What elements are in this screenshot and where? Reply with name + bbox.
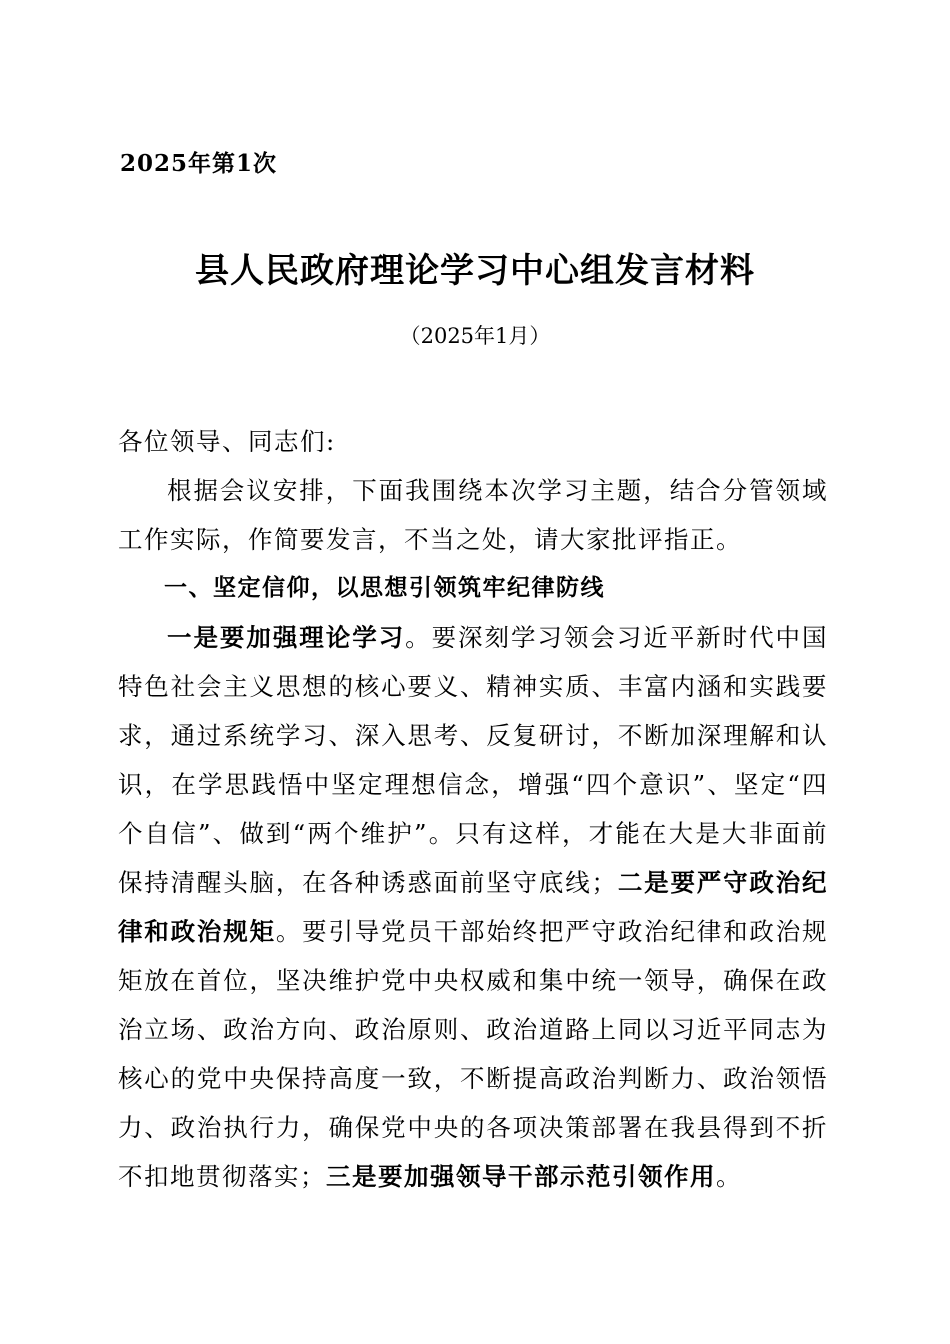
document-date: （2025年1月）	[399, 324, 551, 348]
point-text-1: 。要深刻学习领会习近平新时代中国特色社会主义思想的核心要义、精神实质、丰富内涵和实践要求，通过系统学习、深入思考、反复研讨，不断加深理解和认识，在学思践悟中坚定理想信念，增强“四个意识”、坚定“四个自信”、做到“两个维护”。只有这样，才能在大是大非面前保持清醒头脑，在各种诱惑面前坚守底线；	[118, 623, 828, 897]
section-paragraph	[118, 613, 828, 1201]
document-meta-line: 2025年第1次	[120, 150, 278, 177]
point-lead-2: 二是要严守政治纪律和政治规矩	[118, 868, 829, 946]
intro-paragraph: 根据会议安排，下面我围绕本次学习主题，结合分管领域工作实际，作简要发言，不当之处，请大家批评指正。	[118, 476, 828, 554]
document-title: 县人民政府理论学习中心组发言材料	[195, 251, 755, 291]
point-text-2: 。要引导党员干部始终把严守政治纪律和政治规矩放在首位，坚决维护党中央权威和集中统一领导，确保在政治立场、政治方向、政治原则、政治道路上同以习近平同志为核心的党中央保持高度一致，不断提高政治判断力、政治领悟力、政治执行力，确保党中央的各项决策部署在我县得到不折不扣地贯彻落实；	[118, 917, 829, 1191]
point-lead-1: 一是要加强理论学习	[167, 623, 406, 652]
document-body	[118, 417, 828, 1201]
point-text-3: 。	[716, 1162, 742, 1191]
salutation: 各位领导、同志们:	[118, 427, 336, 456]
section-heading: 一、坚定信仰，以思想引领筑牢纪律防线	[164, 575, 605, 601]
point-lead-3: 三是要加强领导干部示范引领作用	[326, 1162, 716, 1191]
